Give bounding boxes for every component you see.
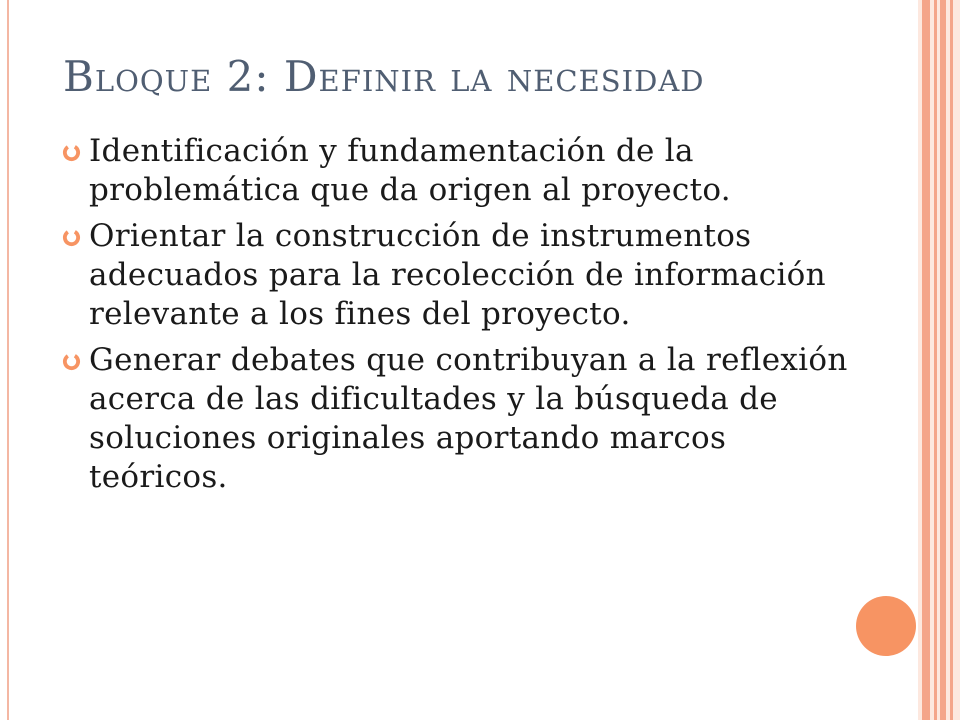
right-stripe-2 xyxy=(934,0,937,720)
left-frame-line xyxy=(7,0,9,720)
bullet-item xyxy=(62,217,862,334)
slide-title: Bloque 2: Definir la necesidad xyxy=(63,52,705,101)
bullet-text: Orientar la construcción de instrumentos adecuados para la recolección de información relevante a los fines del proyecto. xyxy=(89,218,826,332)
decorative-orange-circle xyxy=(856,596,916,656)
bullet-ring-icon xyxy=(62,352,81,371)
bullet-text: Identificación y fundamentación de la problemática que da origen al proyecto. xyxy=(89,133,731,208)
bullet-item xyxy=(62,132,862,210)
bullet-ring-icon xyxy=(62,228,81,247)
bullet-text: Generar debates que contribuyan a la reflexión acerca de las dificultades y la búsqueda de soluciones originales aportando marcos teóricos. xyxy=(89,342,848,495)
bullet-ring-icon xyxy=(62,143,81,162)
bullet-list xyxy=(62,132,862,504)
right-stripe-3 xyxy=(940,0,946,720)
right-stripe-1 xyxy=(922,0,930,720)
right-stripe-4 xyxy=(950,0,953,720)
bullet-item xyxy=(62,341,862,497)
